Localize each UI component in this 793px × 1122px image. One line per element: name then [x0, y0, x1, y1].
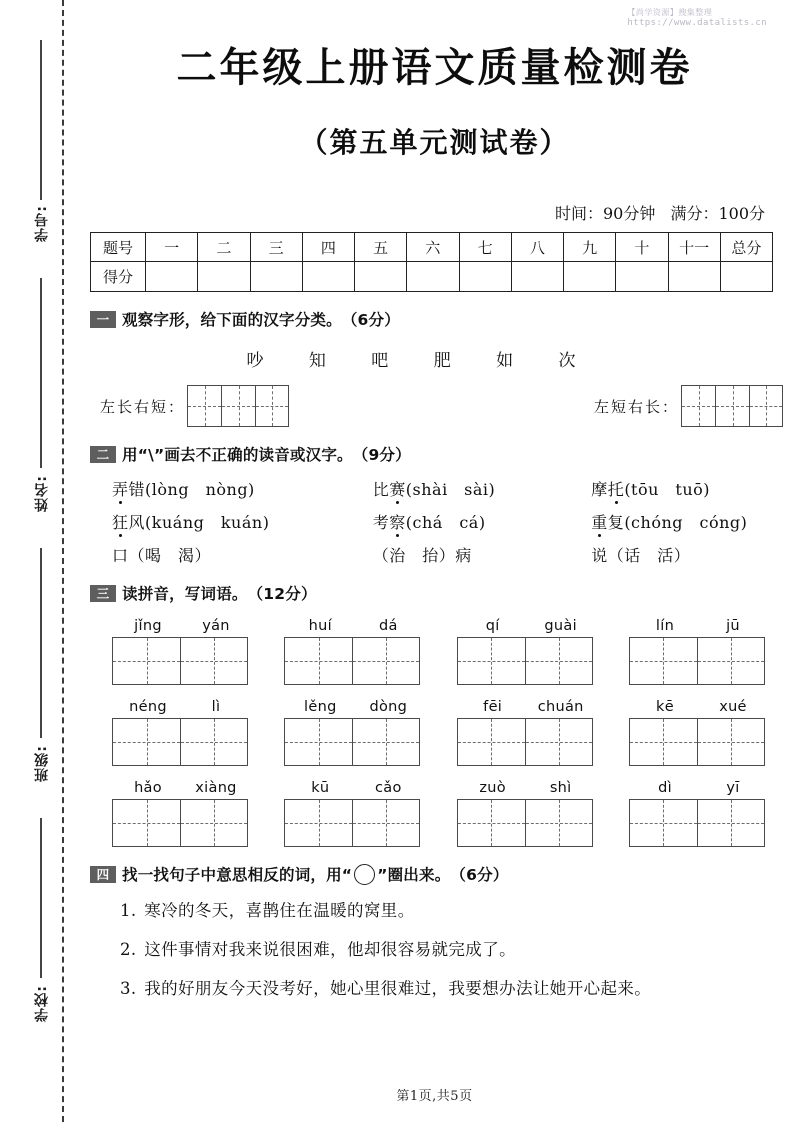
- pinyin-word-group: [629, 780, 779, 847]
- score-cell-9[interactable]: [564, 262, 616, 292]
- tianzige-grid[interactable]: [457, 637, 607, 685]
- pick-item[interactable]: [112, 477, 373, 500]
- pick-tail: 风: [128, 513, 146, 532]
- section-4: [76, 863, 793, 999]
- tianzige-cell[interactable]: [629, 718, 697, 766]
- char-item: 知: [308, 351, 327, 371]
- tianzige-grid[interactable]: [681, 385, 783, 427]
- pinyin-text: [457, 780, 607, 796]
- dotted-char: 狂: [112, 513, 129, 532]
- pinyin-syllable: shì: [549, 780, 572, 796]
- tianzige-cell[interactable]: [284, 799, 352, 847]
- score-cell-6[interactable]: [407, 262, 459, 292]
- section-2-points: （9分）: [352, 446, 411, 464]
- pinyin-text: [457, 699, 607, 715]
- sidebar-field-student-id: [22, 205, 62, 246]
- sentence-item[interactable]: [120, 975, 793, 999]
- pick-row: [112, 543, 783, 566]
- tianzige-cell[interactable]: [255, 385, 289, 427]
- pick-item[interactable]: [591, 510, 783, 533]
- section-4-points: （6分）: [450, 866, 509, 884]
- section-1: [76, 308, 793, 427]
- tianzige-cell[interactable]: [525, 799, 593, 847]
- section-1-answer-groups: [90, 385, 793, 427]
- pinyin-syllable: qí: [485, 618, 500, 634]
- tianzige-cell[interactable]: [715, 385, 749, 427]
- table-row: [91, 233, 773, 262]
- cut-dashed-line: [62, 0, 64, 1122]
- pinyin-syllable: zuò: [479, 780, 506, 796]
- pinyin-word-group: [112, 780, 262, 847]
- pick-head: 考: [372, 513, 390, 532]
- section-4-title-part-b: ”圈出来。: [377, 866, 451, 884]
- pinyin-syllable: hǎo: [134, 780, 162, 796]
- pick-head: 比: [372, 480, 390, 499]
- pick-options: (lòng nòng): [145, 480, 255, 499]
- sidebar-field-school: [22, 985, 62, 1026]
- dotted-char: 重: [591, 513, 608, 532]
- table-row: [91, 262, 773, 292]
- circle-icon: [354, 864, 375, 885]
- pinyin-text: [284, 618, 434, 634]
- tianzige-grid[interactable]: [284, 799, 434, 847]
- watermark-source: 【尚学资源】搜集整理: [627, 8, 713, 17]
- sidebar-field-label: 学校:: [34, 985, 50, 1022]
- page-subtitle: （第五单元测试卷）: [299, 126, 570, 159]
- sidebar-field-class: [22, 745, 62, 786]
- pick-head: 摩: [591, 480, 608, 499]
- section-1-heading: [90, 308, 793, 330]
- pinyin-word-group: [284, 699, 434, 766]
- exam-page: [76, 0, 793, 1122]
- page-title: 二年级上册语文质量检测卷: [176, 44, 693, 91]
- pick-row: [112, 477, 783, 500]
- seal-rule-1: [40, 40, 42, 200]
- tianzige-grid[interactable]: [457, 799, 607, 847]
- sentence-number: 1.: [120, 901, 137, 920]
- pick-item[interactable]: [591, 477, 783, 500]
- pinyin-syllable: dòng: [369, 699, 408, 715]
- score-table-row-header-2: 得分: [91, 262, 146, 292]
- score-cell-2[interactable]: [198, 262, 250, 292]
- pick-item[interactable]: [373, 477, 592, 500]
- tianzige-grid[interactable]: [629, 637, 779, 685]
- tianzige-cell[interactable]: [284, 637, 352, 685]
- pinyin-word-group: [112, 699, 262, 766]
- answer-sheet-margin: [0, 0, 76, 1122]
- pinyin-row: [90, 780, 793, 847]
- char-item: 吵: [246, 351, 265, 371]
- section-3: [76, 582, 793, 847]
- tianzige-grid[interactable]: [112, 637, 262, 685]
- page-footer: 第1页,共5页: [396, 1089, 473, 1104]
- section-1-points: （6分）: [341, 311, 400, 329]
- pick-options: (tōu tuō): [624, 480, 711, 499]
- tianzige-grid[interactable]: [457, 718, 607, 766]
- tianzige-cell[interactable]: [352, 799, 420, 847]
- classify-group-left-long: [100, 385, 289, 427]
- seal-rule-3: [40, 548, 42, 738]
- tianzige-cell[interactable]: [457, 718, 525, 766]
- sidebar-field-name: [22, 475, 62, 516]
- tianzige-grid[interactable]: [112, 799, 262, 847]
- char-item: 吧: [371, 351, 390, 371]
- pinyin-word-group: [629, 618, 779, 685]
- score-col-1: 一: [146, 233, 198, 262]
- tianzige-cell[interactable]: [180, 718, 248, 766]
- dotted-char: 托: [607, 480, 625, 499]
- section-2-heading: [90, 443, 793, 465]
- tianzige-cell[interactable]: [629, 799, 697, 847]
- char-item: 如: [496, 351, 515, 371]
- score-col-11: 十一: [668, 233, 720, 262]
- tianzige-cell[interactable]: [749, 385, 783, 427]
- score-cell-3[interactable]: [250, 262, 302, 292]
- pinyin-text: [629, 618, 779, 634]
- pinyin-text: [284, 780, 434, 796]
- pick-item[interactable]: [373, 510, 592, 533]
- section-3-points: （12分）: [247, 585, 317, 603]
- section-4-title-part-a: 找一找句子中意思相反的词，用“: [122, 866, 353, 884]
- section-number-badge: 四: [90, 866, 116, 883]
- pinyin-syllable: yán: [202, 618, 230, 634]
- pinyin-syllable: chuán: [537, 699, 584, 715]
- exam-duration: 时间：90分钟: [554, 204, 656, 223]
- pick-options: (chá cá): [405, 513, 486, 532]
- exam-meta: [76, 201, 793, 224]
- pinyin-syllable: xiàng: [195, 780, 237, 796]
- pinyin-word-group: [629, 699, 779, 766]
- score-col-9: 九: [564, 233, 616, 262]
- tianzige-cell[interactable]: [629, 637, 697, 685]
- tianzige-grid[interactable]: [629, 718, 779, 766]
- pinyin-text: [629, 699, 779, 715]
- score-col-2: 二: [198, 233, 250, 262]
- score-cell-total[interactable]: [720, 262, 772, 292]
- sentence-item[interactable]: [120, 936, 793, 960]
- pinyin-word-group: [284, 618, 434, 685]
- pinyin-text: [112, 699, 262, 715]
- tianzige-cell[interactable]: [180, 637, 248, 685]
- section-2-title: 用“\”画去不正确的读音或汉字。: [122, 446, 353, 464]
- pick-item[interactable]: [112, 510, 373, 533]
- tianzige-grid[interactable]: [284, 637, 434, 685]
- score-cell-5[interactable]: [355, 262, 407, 292]
- seal-rule-4: [40, 818, 42, 978]
- pinyin-word-group: [457, 699, 607, 766]
- pick-options: (chóng cóng): [624, 513, 748, 532]
- tianzige-grid[interactable]: [284, 718, 434, 766]
- section-1-character-list: [90, 346, 793, 371]
- score-table: [90, 232, 773, 292]
- tianzige-grid[interactable]: [629, 799, 779, 847]
- sentence-text: 寒冷的冬天，喜鹊住在温暖的窝里。: [144, 901, 415, 920]
- sidebar-field-label: 姓名:: [34, 475, 50, 512]
- score-col-7: 七: [459, 233, 511, 262]
- pinyin-syllable: lěng: [304, 699, 337, 715]
- char-item: 肥: [433, 351, 452, 371]
- pinyin-row: [90, 618, 793, 685]
- dotted-char: 弄: [112, 480, 129, 499]
- score-col-8: 八: [511, 233, 563, 262]
- pick-options: (shài sài): [405, 480, 496, 499]
- pinyin-syllable: kē: [656, 699, 674, 715]
- sentence-text: 这件事情对我来说很困难，他却很容易就完成了。: [144, 940, 517, 959]
- pick-item[interactable]: 说（话 活）: [591, 546, 691, 565]
- section-2: [76, 443, 793, 566]
- tianzige-cell[interactable]: [457, 637, 525, 685]
- tianzige-cell[interactable]: [112, 637, 180, 685]
- score-cell-7[interactable]: [459, 262, 511, 292]
- score-cell-11[interactable]: [668, 262, 720, 292]
- pinyin-text: [457, 618, 607, 634]
- section-3-heading: [90, 582, 793, 604]
- sentence-number: 2.: [120, 940, 137, 959]
- tianzige-cell[interactable]: [697, 799, 765, 847]
- pinyin-syllable: lín: [655, 618, 675, 634]
- pinyin-syllable: kū: [311, 780, 330, 796]
- section-number-badge: 三: [90, 585, 116, 602]
- score-col-6: 六: [407, 233, 459, 262]
- pick-item[interactable]: 口（喝 渴）: [112, 546, 212, 565]
- score-cell-8[interactable]: [511, 262, 563, 292]
- pick-tail: 复: [607, 513, 625, 532]
- tianzige-cell[interactable]: [457, 799, 525, 847]
- tianzige-grid[interactable]: [187, 385, 289, 427]
- score-col-total: 总分: [720, 233, 772, 262]
- pinyin-syllable: huí: [308, 618, 332, 634]
- tianzige-cell[interactable]: [221, 385, 255, 427]
- pinyin-syllable: yī: [726, 780, 740, 796]
- sidebar-field-label: 学号:: [34, 205, 50, 242]
- pick-row: [112, 510, 783, 533]
- pinyin-text: [112, 618, 262, 634]
- tianzige-cell[interactable]: [525, 718, 593, 766]
- sentence-number: 3.: [120, 979, 137, 998]
- seal-rule-2: [40, 278, 42, 468]
- section-number-badge: 二: [90, 446, 116, 463]
- tianzige-cell[interactable]: [284, 718, 352, 766]
- score-col-5: 五: [355, 233, 407, 262]
- pinyin-word-group: [457, 618, 607, 685]
- pinyin-syllable: xué: [719, 699, 747, 715]
- classify-group-label: 左短右长：: [593, 397, 679, 416]
- section-4-sentences: [90, 897, 793, 999]
- score-col-4: 四: [302, 233, 354, 262]
- pinyin-syllable: dì: [658, 780, 672, 796]
- tianzige-cell[interactable]: [352, 718, 420, 766]
- tianzige-grid[interactable]: [112, 718, 262, 766]
- section-number-badge: 一: [90, 311, 116, 328]
- exam-total-score: 满分：100分: [670, 204, 765, 223]
- sidebar-field-label: 班级:: [34, 745, 50, 782]
- tianzige-cell[interactable]: [697, 637, 765, 685]
- tianzige-cell[interactable]: [697, 718, 765, 766]
- pinyin-word-group: [457, 780, 607, 847]
- pinyin-syllable: cǎo: [375, 780, 402, 796]
- pinyin-syllable: néng: [129, 699, 167, 715]
- pick-item[interactable]: （治 抬）病: [372, 546, 472, 565]
- pinyin-syllable: jǐng: [134, 618, 162, 634]
- tianzige-cell[interactable]: [187, 385, 221, 427]
- pinyin-text: [284, 699, 434, 715]
- pick-tail: 错: [128, 480, 146, 499]
- sentence-text: 我的好朋友今天没考好，她心里很难过，我要想办法让她开心起来。: [144, 979, 652, 998]
- pinyin-syllable: lì: [211, 699, 221, 715]
- score-cell-4[interactable]: [302, 262, 354, 292]
- pinyin-text: [112, 780, 262, 796]
- classify-group-left-short: [594, 385, 783, 427]
- section-3-title: 读拼音，写词语。: [122, 585, 248, 603]
- tianzige-cell[interactable]: [525, 637, 593, 685]
- pinyin-row: [90, 699, 793, 766]
- tianzige-cell[interactable]: [352, 637, 420, 685]
- dotted-char: 察: [389, 513, 406, 532]
- score-cell-10[interactable]: [616, 262, 668, 292]
- section-2-items: [90, 477, 793, 566]
- watermark-url: https://www.datalists.cn: [627, 18, 767, 28]
- tianzige-cell[interactable]: [112, 718, 180, 766]
- pinyin-syllable: guài: [544, 618, 577, 634]
- score-table-row-header-1: 题号: [91, 233, 146, 262]
- sentence-item[interactable]: [120, 897, 793, 921]
- pinyin-syllable: dá: [378, 618, 398, 634]
- pinyin-syllable: jū: [726, 618, 740, 634]
- tianzige-cell[interactable]: [681, 385, 715, 427]
- pinyin-word-group: [112, 618, 262, 685]
- classify-group-label: 左长右短：: [100, 397, 186, 416]
- section-1-title: 观察字形，给下面的汉字分类。: [122, 311, 342, 329]
- score-table-wrapper: [76, 232, 793, 292]
- tianzige-cell[interactable]: [112, 799, 180, 847]
- pinyin-word-group: [284, 780, 434, 847]
- dotted-char: 赛: [389, 480, 406, 499]
- score-col-10: 十: [616, 233, 668, 262]
- tianzige-cell[interactable]: [180, 799, 248, 847]
- pinyin-syllable: fēi: [483, 699, 503, 715]
- pinyin-text: [629, 780, 779, 796]
- score-cell-1[interactable]: [146, 262, 198, 292]
- section-4-heading: [90, 863, 793, 885]
- score-col-3: 三: [250, 233, 302, 262]
- char-item: 次: [558, 351, 577, 371]
- pick-options: (kuáng kuán): [145, 513, 270, 532]
